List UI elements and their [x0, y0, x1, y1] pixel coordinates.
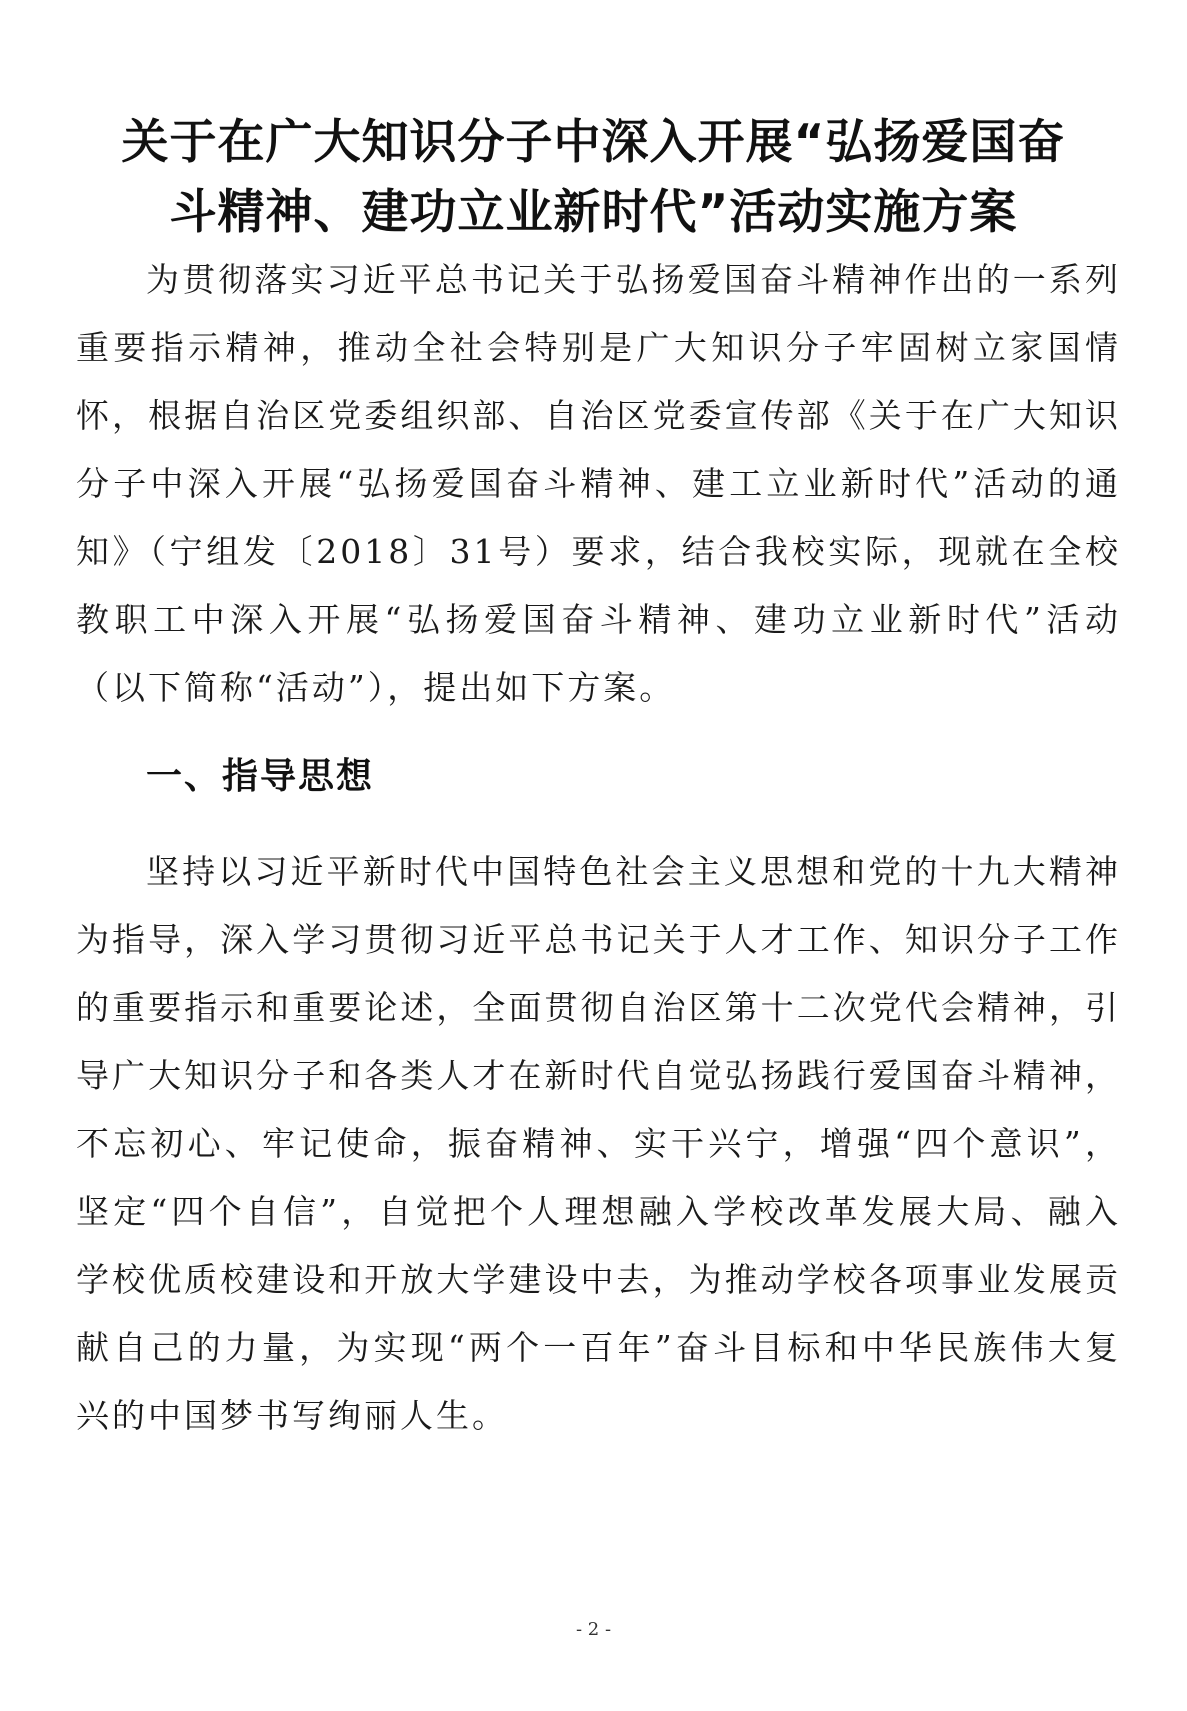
- document-title-line-2: 斗精神、建功立业新时代”活动实施方案: [169, 185, 1018, 240]
- intro-paragraph: 为贯彻落实习近平总书记关于弘扬爱国奋斗精神作出的一系列重要指示精神，推动全社会特别是广大知识分子牢固树立家国情怀，根据自治区党委组织部、自治区党委宣传部《关于在广大知识分子中深入开展“弘扬爱国奋斗精神、建工立业新时代”活动的通知》（宁组发〔2018〕31号）要求，结合我校实际，现就在全校教职工中深入开展“弘扬爱国奋斗精神、建功立业新时代”活动（以下简称“活动”），提出如下方案。: [76, 260, 1121, 707]
- guiding-ideology-paragraph: 坚持以习近平新时代中国特色社会主义思想和党的十九大精神为指导，深入学习贯彻习近平总书记关于人才工作、知识分子工作的重要指示和重要论述，全面贯彻自治区第十二次党代会精神，引导广大知识分子和各类人才在新时代自觉弘扬践行爱国奋斗精神，不忘初心、牢记使命，振奋精神、实干兴宁，增强“四个意识”，坚定“四个自信”，自觉把个人理想融入学校改革发展大局、融入学校优质校建设和开放大学建设中去，为推动学校各项事业发展贡献自己的力量，为实现“两个一百年”奋斗目标和中华民族伟大复兴的中国梦书写绚丽人生。: [76, 852, 1121, 1435]
- section-heading-guiding-ideology: 一、指导思想: [146, 756, 375, 797]
- document-title: [60, 108, 1127, 248]
- document-title-line-1: 关于在广大知识分子中深入开展“弘扬爱国奋: [121, 115, 1066, 170]
- page-number: - 2 -: [575, 1619, 612, 1640]
